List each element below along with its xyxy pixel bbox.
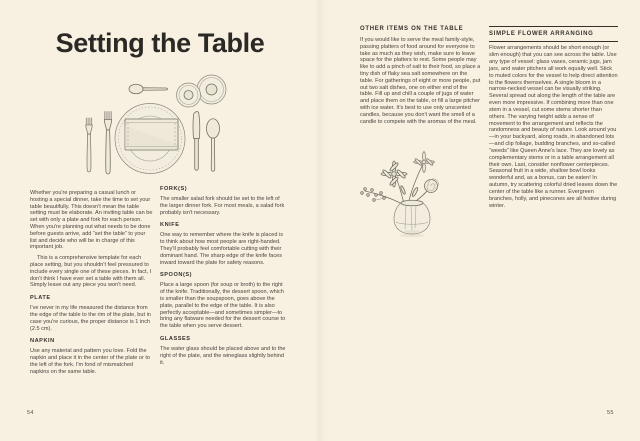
- section-body-spoons: Place a large spoon (for soup or broth) to the right of the knife. Traditionally, the dessert spoon, which is smaller than the soupspoon, goes above the plate, parallel to the edge of the table. It is also perfectly acceptable—and sometimes simpler—to bring any flatware needed for the dessert course to the table when you serve dessert.: [160, 282, 286, 330]
- section-body-knife: One way to remember where the knife is placed is to think about how most people are right-handed. They'll probably feel comfortable cutting with their dominant hand. The sharp edge of the knife faces inward toward the plate for safety reasons.: [160, 232, 284, 266]
- section-heading-other-items: OTHER ITEMS ON THE TABLE: [360, 26, 464, 32]
- sidebar-body: Flower arrangements should be short enough (or slim enough) that you can see across the table. Use any type of vessel: glass vases, ceramic jugs, jam jars, and water pitchers all work equally well. Stick to muted colors for the vessel to help direct attention to the flowers themselves. A single bloom in a narrow-necked vessel can be visually striking. Several spread out along the length of the table are even more impressive. If combining more than one stem in a vessel, cut some stems shorter than others. The varying height adds a sense of movement to the arrangement and reflects the randomness and beauty of nature. Look around you—in your backyard, along roads, in abandoned lots—and clip foliage, budding branches, and so-called “weeds” like Queen Anne's lace. They are lovely as complementary stems or in a table arrangement all their own. Last, consider nonflower centerpieces. Seasonal fruit in a wide, shallow bowl looks wonderful and, as a bonus, can be eaten! In autumn, try scattering colorful dried leaves down the center of the table like a runner. Evergreen branches, holly, and pinecones are all festive during winter.: [489, 45, 618, 209]
- daisy-flower-icon: [414, 152, 435, 173]
- left-page-column-1: [30, 190, 153, 380]
- water-glass-icon: [197, 75, 226, 104]
- dessert-spoon-icon: [129, 84, 168, 94]
- napkin-icon: [125, 119, 178, 150]
- page-number-right: 55: [607, 410, 614, 416]
- section-body-glasses: The water glass should be placed above and to the right of the plate, and the wineglass slightly behind it.: [160, 345, 286, 366]
- left-page-column-2: [160, 186, 287, 370]
- section-heading-forks: FORK(S): [160, 186, 188, 192]
- flower-vase-illustration: [356, 150, 448, 238]
- right-page-column-1: [360, 26, 481, 129]
- salad-fork-icon: [86, 118, 92, 172]
- place-setting-illustration: [78, 73, 234, 181]
- flower-illustration-area: [356, 150, 448, 238]
- section-body-other-items: If you would like to serve the meal family-style, passing platters of food around for everyone to take as much as they wish, make sure to leave space for the platters to rest. Some people may like to add a pinch of salt to their food, so place a tiny dish of flaky sea salt somewhere on the table. For gatherings of eight or more people, put out two salt dishes, one on either end of the table. Fill up and chill a couple of jugs of water and place them on the table, or fill a large pitcher with ice water. It's best to use only unscented candles, because you don't want the smell of a candle to compete with the aromas of the meal.: [360, 37, 481, 125]
- section-heading-plate: PLATE: [30, 295, 51, 302]
- sprig-icon: [361, 188, 386, 202]
- section-heading-spoons: SPOON(S): [160, 272, 193, 279]
- soup-spoon-icon: [207, 119, 220, 172]
- page-title: Setting the Table: [55, 28, 265, 58]
- wine-glass-icon: [177, 83, 201, 107]
- section-body-plate: I've never in my life measured the distance from the edge of the table to the rim of the plate, but in case you're curious, the proper distance is 1 inch (2.5 cm).: [30, 305, 151, 332]
- intro-paragraph-2: This is a comprehensive template for each place setting, but you shouldn't feel pressured to include every single one of these pieces. In fact, I don't think I have ever set a table with them all. Simply leave out any piece you won't need.: [30, 255, 152, 289]
- glass-jar-icon: [394, 200, 430, 234]
- dinner-fork-icon: [104, 112, 111, 175]
- sidebar-rule: [489, 41, 618, 42]
- page-number-left: 54: [27, 410, 34, 416]
- section-body-napkin: Use any material and pattern you love. Fold the napkin and place it in the center of the plate or to the left of the fork. I'm fond of mismatched napkins on the same table.: [30, 348, 150, 375]
- sidebar-flower-arranging: [489, 26, 618, 210]
- section-heading-glasses: GLASSES: [160, 335, 191, 342]
- knife-icon: [193, 112, 200, 171]
- page-right: [320, 0, 640, 441]
- section-body-forks: The smaller salad fork should be set to the left of the larger dinner fork. For most meals, a salad fork probably isn't necessary.: [160, 196, 285, 216]
- section-heading-napkin: NAPKIN: [30, 338, 55, 345]
- daisy-flower-icon: [381, 161, 407, 187]
- sidebar-heading: SIMPLE FLOWER ARRANGING: [489, 30, 594, 37]
- section-heading-knife: KNIFE: [160, 222, 180, 229]
- rose-bloom-icon: [425, 179, 439, 193]
- intro-paragraph-1: Whether you're preparing a casual lunch or hosting a special dinner, take the time to set your table beautifully. This doesn't mean the table setting must be elaborate. An inviting table can be set with only a plate and fork for each person. When you're planning out what needs to be done before guests arrive, add “set the table” to your list and decide who will be in charge of this important job.: [30, 190, 153, 251]
